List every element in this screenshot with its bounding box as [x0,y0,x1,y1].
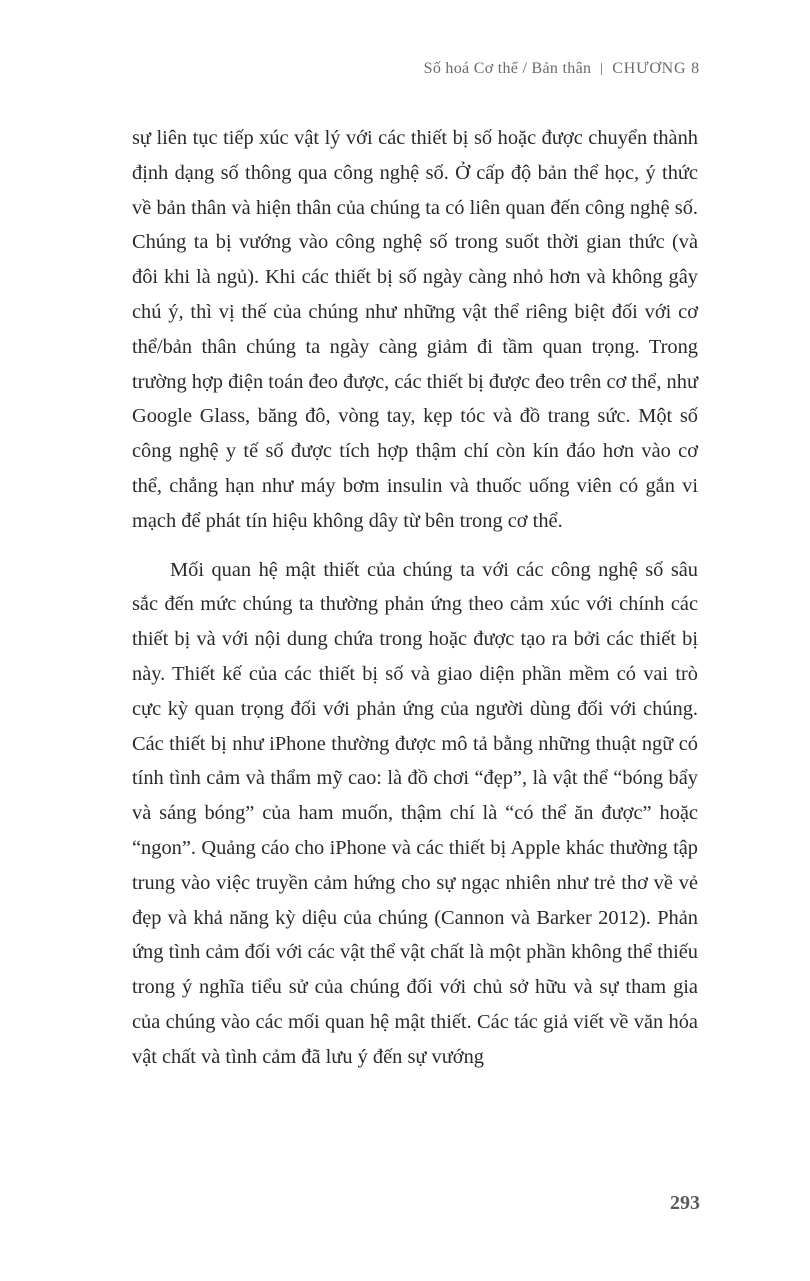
paragraph-2: Mối quan hệ mật thiết của chúng ta với các công nghệ số sâu sắc đến mức chúng ta thường phản ứng theo cảm xúc với chính các thiết bị và với nội dung chứa trong hoặc được tạo ra bởi các thiết bị này. Thiết kế của các thiết bị số và giao diện phần mềm có vai trò cực kỳ quan trọng đối với phản ứng của người dùng đối với chúng. Các thiết bị như iPhone thường được mô tả bằng những thuật ngữ có tính tình cảm và thẩm mỹ cao: là đồ chơi “đẹp”, là vật thể “bóng bẩy và sáng bóng” của ham muốn, thậm chí là “có thể ăn được” hoặc “ngon”. Quảng cáo cho iPhone và các thiết bị Apple khác thường tập trung vào việc truyền cảm hứng cho sự ngạc nhiên như trẻ thơ về vẻ đẹp và khả năng kỳ diệu của chúng (Cannon và Barker 2012). Phản ứng tình cảm đối với các vật thể vật chất là một phần không thể thiếu trong ý nghĩa tiểu sử của chúng đối với chủ sở hữu và sự tham gia của chúng vào các mối quan hệ mật thiết. Các tác giả viết về văn hóa vật chất và tình cảm đã lưu ý đến sự vướng [132,558,698,1068]
body-text [132,121,698,1075]
running-header-chapter: CHƯƠNG 8 [612,60,700,77]
running-header-section: Số hoá Cơ thể / Bản thân [423,60,592,77]
page-number: 293 [670,1192,700,1214]
header-separator [601,63,602,75]
paragraph-1: sự liên tục tiếp xúc vật lý với các thiết bị số hoặc được chuyển thành định dạng số thông qua công nghệ số. Ở cấp độ bản thể học, ý thức về bản thân và hiện thân của chúng ta có liên quan đến công nghệ số. Chúng ta bị vướng vào công nghệ số trong suốt thời gian thức (và đôi khi là ngủ). Khi các thiết bị số ngày càng nhỏ hơn và không gây chú ý, thì vị thế của chúng như những vật thể riêng biệt đối với cơ thể/bản thân chúng ta ngày càng giảm đi tầm quan trọng. Trong trường hợp điện toán đeo được, các thiết bị được đeo trên cơ thể, như Google Glass, băng đô, vòng tay, kẹp tóc và đồ trang sức. Một số công nghệ y tế số được tích hợp thậm chí còn kín đáo hơn vào cơ thể, chẳng hạn như máy bơm insulin và thuốc uống viên có gắn vi mạch để phát tín hiệu không dây từ bên trong cơ thể. [132,127,698,532]
running-header [424,60,700,78]
